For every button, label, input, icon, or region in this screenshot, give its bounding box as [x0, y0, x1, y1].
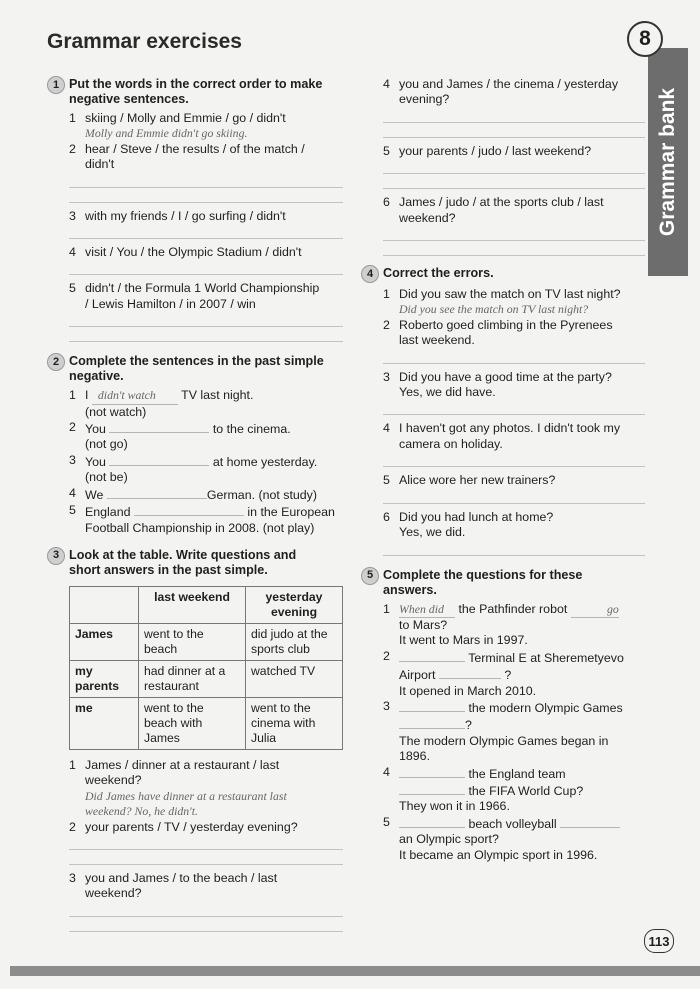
table-cell: watched TV	[246, 660, 343, 697]
item-prompt: Did you have a good time at the party?	[399, 369, 612, 384]
item-number: 3	[69, 452, 76, 467]
page-title: Grammar exercises	[47, 30, 242, 53]
item-prompt: weekend?	[399, 210, 456, 225]
answer-blank[interactable]	[109, 420, 209, 433]
exercise-item	[69, 453, 343, 486]
answer-line[interactable]	[69, 188, 343, 203]
item-number: 4	[69, 485, 76, 500]
item-number: 3	[383, 369, 390, 384]
heading-line: short answers in the past simple.	[69, 562, 268, 577]
item-number: 1	[69, 757, 76, 772]
exercise-item	[69, 111, 343, 142]
table-row	[70, 660, 343, 697]
example-answer: When did	[399, 602, 455, 618]
answer-line[interactable]	[383, 452, 645, 467]
answer-line[interactable]	[383, 400, 645, 415]
given-answer: It opened in March 2010.	[399, 683, 537, 698]
right-column	[361, 77, 645, 863]
grammar-bank-tab	[648, 48, 688, 276]
exercise-item	[383, 602, 645, 649]
verb-hint: (not go)	[85, 437, 128, 452]
heading-line: Correct the errors.	[383, 266, 494, 281]
table-row	[70, 623, 343, 660]
side-tab-label: Grammar bank	[656, 87, 680, 237]
example-answer: didn't watch	[92, 388, 178, 404]
item-number: 4	[383, 421, 390, 436]
exercise-4	[361, 266, 645, 555]
answer-line[interactable]	[69, 312, 343, 327]
exercise-5	[361, 568, 645, 864]
item-prompt: I haven't got any photos. I didn't took my	[399, 421, 621, 436]
item-text: the FIFA World Cup?	[468, 783, 584, 798]
item-prompt: Alice wore her new trainers?	[399, 473, 556, 488]
item-text: Airport	[399, 668, 436, 683]
answer-line[interactable]	[69, 260, 343, 275]
exercise-item	[69, 820, 343, 835]
exercise-item	[383, 649, 645, 699]
exercise-item	[383, 765, 645, 815]
exercise-item	[383, 699, 645, 765]
answer-line[interactable]	[383, 349, 645, 364]
item-text: German. (not study)	[206, 487, 318, 502]
answer-blank[interactable]	[399, 716, 465, 729]
exercise-number-badge: 4	[361, 265, 379, 283]
example-answer: go	[571, 602, 619, 618]
item-number: 6	[383, 195, 390, 210]
exercise-number-badge: 2	[47, 353, 65, 371]
table-row	[70, 697, 343, 749]
item-prompt: you and James / the cinema / yesterday	[399, 77, 619, 91]
item-number: 2	[69, 141, 76, 156]
exercise-item	[383, 473, 645, 488]
answer-line[interactable]	[383, 159, 645, 174]
item-number: 5	[383, 143, 390, 158]
heading-line: Look at the table. Write questions and	[69, 547, 297, 562]
item-text: I	[85, 388, 89, 403]
item-text: to Mars?	[399, 617, 448, 632]
item-text: Terminal E at Sheremetyevo	[468, 650, 624, 665]
exercise-number-badge: 1	[47, 76, 65, 94]
answer-blank[interactable]	[399, 699, 465, 712]
item-text: We	[85, 487, 104, 502]
exercise-item	[69, 281, 343, 312]
item-number: 3	[69, 208, 76, 223]
given-answer: They won it in 1966.	[399, 799, 510, 814]
table-cell: went to the beach with James	[139, 697, 246, 749]
exercise-item	[383, 144, 645, 159]
row-header: me	[70, 697, 139, 749]
item-number: 2	[69, 819, 76, 834]
answer-blank[interactable]	[109, 453, 209, 466]
item-prompt: with my friends / I / go surfing / didn't	[85, 208, 286, 223]
item-number: 5	[69, 281, 76, 296]
item-text: the England team	[468, 766, 566, 781]
item-number: 5	[69, 503, 76, 518]
page-number: 113	[644, 929, 674, 953]
table-cell: had dinner at a restaurant	[139, 660, 246, 697]
item-prompt: didn't / the Formula 1 World Championship	[85, 281, 320, 296]
answer-blank[interactable]	[439, 666, 501, 679]
item-prompt: Roberto goed climbing in the Pyrenees	[399, 317, 613, 332]
item-text: the Pathfinder robot	[458, 601, 568, 616]
exercise-item	[69, 871, 343, 902]
exercise-3	[47, 548, 343, 932]
table-header: last weekend	[139, 586, 246, 623]
answer-line[interactable]	[383, 241, 645, 256]
item-prompt: last weekend.	[399, 333, 475, 348]
heading-line: negative.	[69, 369, 124, 384]
example-answer: Did you see the match on TV last night?	[399, 302, 589, 317]
exercise-5-heading	[361, 568, 645, 598]
item-text: an Olympic sport?	[399, 832, 499, 847]
item-number: 3	[69, 870, 76, 885]
item-text: to the cinema.	[212, 422, 291, 437]
exercise-item	[383, 195, 645, 226]
heading-line: Complete the questions for these	[383, 567, 583, 582]
item-text: Football Championship in 2008. (not play)	[85, 520, 315, 535]
answer-line[interactable]	[383, 174, 645, 189]
exercise-item	[383, 510, 645, 541]
item-text: You	[85, 454, 106, 469]
item-number: 1	[69, 111, 76, 125]
item-number: 3	[383, 698, 390, 713]
exercise-item	[383, 318, 645, 349]
item-text: You	[85, 422, 106, 437]
heading-line: Complete the sentences in the past simple	[69, 354, 324, 369]
exercise-number-badge: 5	[361, 567, 379, 585]
heading-line: negative sentences.	[69, 92, 189, 106]
answer-line[interactable]	[69, 224, 343, 239]
table-header-row	[70, 586, 343, 623]
item-prompt: Did you saw the match on TV last night?	[399, 287, 621, 302]
item-prompt: James / judo / at the sports club / last	[399, 195, 604, 210]
table-cell: went to the beach	[139, 623, 246, 660]
table-cell: went to the cinema with Julia	[246, 697, 343, 749]
exercise-1	[47, 77, 343, 342]
heading-line: Put the words in the correct order to make	[69, 77, 323, 91]
item-text: England	[85, 505, 131, 520]
item-prompt: weekend?	[85, 773, 142, 788]
item-text: ?	[465, 718, 472, 733]
exercise-item	[383, 815, 645, 863]
item-number: 1	[383, 601, 390, 616]
left-column	[47, 77, 343, 932]
exercise-item	[383, 77, 645, 108]
answer-line[interactable]	[69, 173, 343, 188]
given-answer: It went to Mars in 1997.	[399, 633, 528, 648]
bottom-bar	[10, 966, 700, 976]
verb-hint: (not watch)	[85, 404, 147, 419]
item-prompt: / Lewis Hamilton / in 2007 / win	[85, 296, 256, 311]
item-prompt: weekend?	[85, 886, 142, 901]
table-cell: did judo at the sports club	[246, 623, 343, 660]
item-prompt: evening?	[399, 92, 450, 107]
answer-line[interactable]	[383, 108, 645, 123]
answer-line[interactable]	[69, 327, 343, 342]
item-text: at home yesterday.	[212, 454, 318, 469]
exercise-number-badge: 3	[47, 547, 65, 565]
answer-line[interactable]	[383, 489, 645, 504]
item-prompt: James / dinner at a restaurant / last	[85, 757, 280, 772]
exercise-2-heading	[47, 354, 343, 384]
item-number: 1	[383, 287, 390, 302]
exercise-4-heading	[361, 266, 645, 283]
item-number: 6	[383, 509, 390, 524]
example-answer: weekend? No, he didn't.	[85, 804, 198, 819]
answer-blank[interactable]	[399, 765, 465, 778]
example-answer: Did James have dinner at a restaurant last	[85, 788, 287, 803]
exercise-item	[383, 421, 645, 452]
answer-blank[interactable]	[560, 815, 620, 828]
example-answer: Molly and Emmie didn't go skiing.	[85, 126, 248, 141]
exercise-item	[69, 142, 343, 173]
exercise-item	[69, 245, 343, 260]
item-prompt: your parents / TV / yesterday evening?	[85, 819, 298, 834]
answer-blank[interactable]	[134, 503, 244, 516]
exercise-item	[383, 370, 645, 401]
answer-line[interactable]	[69, 902, 343, 917]
answer-blank[interactable]	[399, 815, 465, 828]
heading-line: answers.	[383, 582, 437, 597]
item-prompt: camera on holiday.	[399, 436, 503, 451]
unit-number-badge: 8	[627, 21, 663, 57]
given-answer: 1896.	[399, 749, 431, 764]
exercise-item	[69, 503, 343, 536]
item-prompt: hear / Steve / the results / of the match /	[85, 141, 305, 156]
item-text: beach volleyball	[468, 816, 557, 831]
item-prompt: skiing / Molly and Emmie / go / didn't	[85, 111, 286, 125]
item-text: the modern Olympic Games	[468, 700, 623, 715]
exercise-3-heading	[47, 548, 343, 578]
item-number: 2	[383, 648, 390, 663]
item-number: 4	[69, 245, 76, 260]
item-prompt: you and James / to the beach / last	[85, 870, 278, 885]
answer-blank[interactable]	[399, 782, 465, 795]
exercise-item	[69, 486, 343, 503]
table-header: yesterday evening	[246, 586, 343, 623]
item-prompt: Did you had lunch at home?	[399, 509, 554, 524]
answer-line[interactable]	[69, 917, 343, 932]
row-header: James	[70, 623, 139, 660]
item-number: 1	[69, 388, 76, 403]
activity-table	[69, 586, 343, 750]
item-number: 5	[383, 473, 390, 488]
answer-blank[interactable]	[399, 649, 465, 662]
given-answer: It became an Olympic sport in 1996.	[399, 847, 598, 862]
exercise-1-heading	[47, 77, 343, 107]
answer-line[interactable]	[69, 850, 343, 865]
exercise-item	[69, 209, 343, 224]
answer-line[interactable]	[383, 226, 645, 241]
item-text: in the European	[247, 505, 335, 520]
answer-line[interactable]	[383, 541, 645, 556]
item-prompt: Yes, we did.	[399, 525, 466, 540]
item-number: 2	[69, 420, 76, 435]
item-prompt: visit / You / the Olympic Stadium / didn't	[85, 245, 302, 260]
item-number: 4	[383, 764, 390, 779]
exercise-2	[47, 354, 343, 536]
answer-blank[interactable]	[107, 486, 207, 499]
answer-line[interactable]	[69, 835, 343, 850]
exercise-item	[383, 287, 645, 318]
exercise-item	[69, 388, 343, 420]
given-answer: The modern Olympic Games began in	[399, 733, 609, 748]
exercise-item	[69, 420, 343, 453]
item-text: ?	[504, 668, 512, 683]
item-number: 2	[383, 317, 390, 332]
verb-hint: (not be)	[85, 470, 128, 485]
answer-line[interactable]	[383, 123, 645, 138]
item-prompt: your parents / judo / last weekend?	[399, 143, 592, 158]
table-corner-cell	[70, 586, 139, 623]
item-number: 5	[383, 814, 390, 829]
row-header: my parents	[70, 660, 139, 697]
item-prompt: didn't	[85, 157, 115, 172]
item-text: TV last night.	[181, 388, 254, 403]
item-number: 4	[383, 77, 390, 91]
item-prompt: Yes, we did have.	[399, 385, 496, 400]
exercise-item	[69, 758, 343, 820]
